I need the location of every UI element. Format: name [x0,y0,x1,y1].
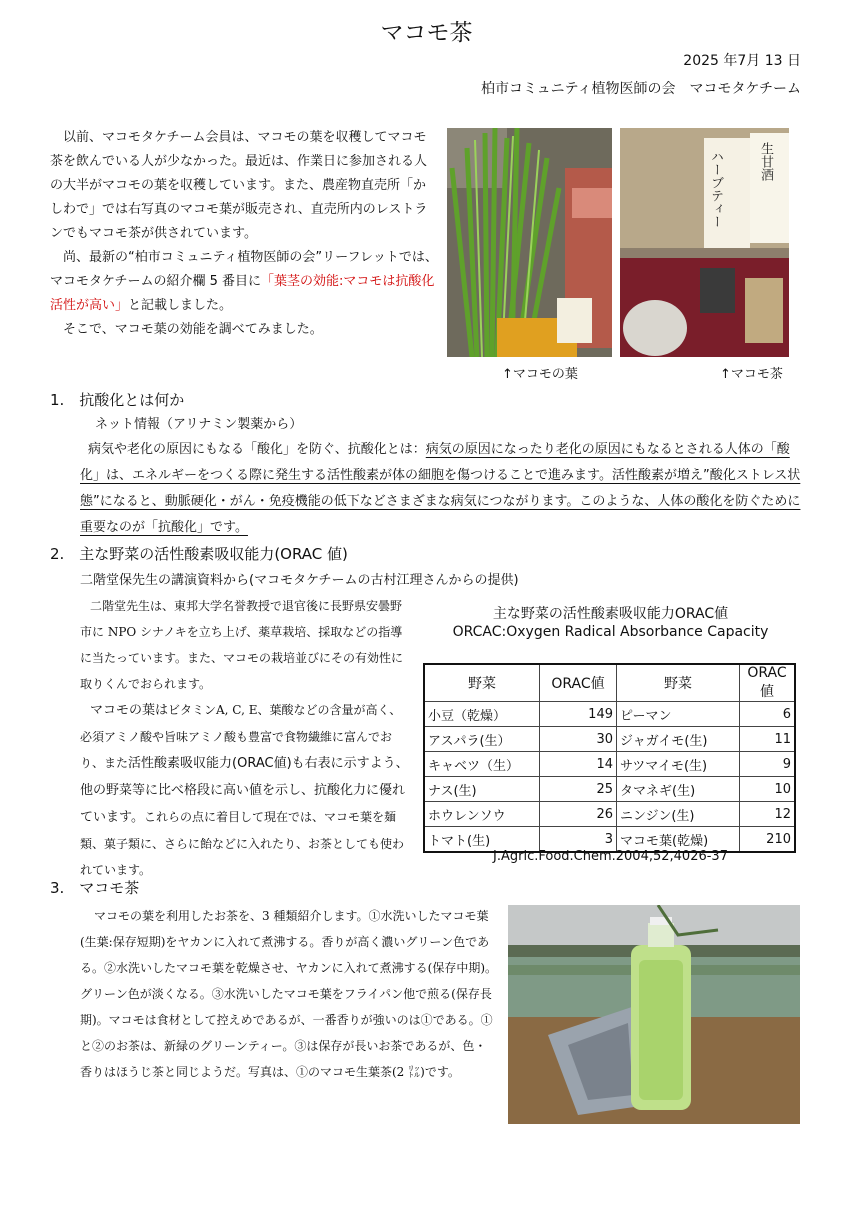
table-row [424,802,795,827]
col-header: 野菜 [617,664,740,702]
intro-paragraph-3: そこで、マコモ葉の効能を調べてみました。 [63,322,323,337]
orac-table [423,663,796,853]
s2-p2-b: ビタミンA, C, E、葉酸などの含量が高く、必須アミノ酸や旨味アミノ酸も豊富で食物繊維に富んでおり、また [80,703,402,770]
s2-p2-d: これらの点に着目して現在では、マコモ葉を麺類、菓子類に、さらに飴などに入れたり、お茶としても使われています。 [80,810,405,877]
table-row [424,727,795,752]
vegetable-cell: マコモ葉(乾燥) [617,827,740,853]
herb-tea-sign-text: ハーブティー [708,150,723,228]
section-1-heading: 1. 抗酸化とは何か [50,391,185,409]
vegetable-cell: キャベツ（生） [424,752,540,777]
orac-value-cell: 14 [540,752,617,777]
makomo-leaves-photo [447,128,612,357]
orac-value-cell: 25 [540,777,617,802]
table-row [424,702,795,727]
vegetable-cell: 小豆（乾燥） [424,702,540,727]
orac-table-title [423,605,798,641]
intro-paragraph-1: 以前、マコモタケチーム会員は、マコモの葉を収穫してマコモ茶を飲んでいる人が少なかった。最近は、作業日に参加される人の大半がマコモの葉を収穫しています。また、農産物直売所「かしわで」では右写真のマコモ葉が販売され、直売所内のレストランでもマコモ茶が供されています。 [50,130,428,241]
amazake-sign-text: 生甘酒 [758,142,773,181]
section-2-paragraph-2 [80,697,410,883]
s2-p2-c: 活性酸素吸収能力(ORAC値)も右表に示すよう、他の野菜等に比べ格段に高い値を示し、抗酸化力に優れています。 [80,756,409,825]
orac-value-cell: 9 [740,752,796,777]
vegetable-cell: タマネギ(生) [617,777,740,802]
right-photo-caption: ↑マコモ茶 [720,367,783,382]
section-1-subheading: ネット情報（アリナミン製薬から） [95,417,303,432]
col-header: ORAC値 [540,664,617,702]
table-header-row [424,664,795,702]
orac-value-cell: 26 [540,802,617,827]
table-source-citation: J.Agric.Food.Chem.2004,52,4026-37 [493,849,728,864]
orac-value-cell: 12 [740,802,796,827]
section-3-heading: 3. マコモ茶 [50,879,140,897]
section-2-heading: 2. 主な野菜の活性酸素吸収能力(ORAC 値) [50,545,348,563]
organization-name: 柏市コミュニティ植物医師の会 マコモタケチーム [480,81,801,97]
antioxidant-definition [80,437,802,541]
vegetable-cell: ナス(生) [424,777,540,802]
table-row [424,752,795,777]
col-header: 野菜 [424,664,540,702]
orac-value-cell: 3 [540,827,617,853]
section-3-text [80,903,497,1085]
section-2-text [80,593,410,883]
section-2-paragraph-1: 二階堂先生は、東邦大学名誉教授で退官後に長野県安曇野市に NPO シナノキを立ち上げ、薬草栽培、採取などの指導に当たっています。また、マコモの栽培並びにその有効性に取りくんでおられます。 [80,599,404,691]
intro-p2-text: 尚、最新の“柏市コミュニティ植物医師の会”リーフレットでは、マコモタケチームの紹介欄 5 番目に [50,250,438,289]
col-header: ORAC値 [740,664,796,702]
vegetable-cell: ピーマン [617,702,740,727]
makomo-tea-photo [620,128,789,357]
table-row [424,777,795,802]
definition-lead: 病気や老化の原因にもなる「酸化」を防ぐ、抗酸化とは： [88,442,426,457]
orac-table-title-line2: ORCAC:Oxygen Radical Absorbance Capacity [452,624,769,640]
orac-value-cell: 210 [740,827,796,853]
section-3-paragraph: マコモの葉を利用したお茶を、3 種類紹介します。①水洗いしたマコモ葉(生葉:保存短期)をヤカンに入れて煮沸する。香りが高く濃いグリーン色である。②水洗いしたマコモ葉を乾燥させ、ヤカンに入れて煮沸する(保存中期)。グリーン色が淡くなる。③水洗いしたマコモ葉をフライパン他で煎る(保存長期)。マコモは食材として控えめであるが、一番香りが強いのは①である。①と②のお茶は、新緑のグリーンティー。③は保存が長いお茶であるが、色・香りはほうじ茶と同じようだ。写真は、①のマコモ生葉茶(2 ㍑)です。 [80,909,498,1079]
vegetable-cell: トマト(生) [424,827,540,853]
vegetable-cell: ジャガイモ(生) [617,727,740,752]
page-title: マコモ茶 [380,20,473,46]
document-date: 2025 年7月 13 日 [683,53,801,69]
intro-p2-end: と記載しました。 [128,298,233,313]
vegetable-cell: ホウレンソウ [424,802,540,827]
s2-p2-a: マコモの葉は [90,703,169,718]
orac-table-title-line1: 主な野菜の活性酸素吸収能力ORAC値 [492,606,729,622]
highlight-red-text: 「葉茎の効能:マコモは抗酸化活性が高い」 [50,274,435,313]
orac-value-cell: 6 [740,702,796,727]
section-2-subheading: 二階堂保先生の講演資料から(マコモタケチームの古村江理さんからの提供) [80,573,519,588]
left-photo-caption: ↑マコモの葉 [502,367,578,382]
vegetable-cell: サツマイモ(生) [617,752,740,777]
vegetable-cell: アスパラ(生） [424,727,540,752]
definition-body: 病気の原因になったり老化の原因にもなるとされる人体の「酸化」は、エネルギーをつくる際に発生する活性酸素が体の細胞を傷つけることで進みます。活性酸素が増え”酸化ストレス状態”になると、動脈硬化・がん・免疫機能の低下などさまざまな病気につながります。このような、人体の酸化を防ぐために重要なのが「抗酸化」です。 [80,442,801,535]
intro-text [50,126,438,342]
orac-value-cell: 30 [540,727,617,752]
orac-value-cell: 149 [540,702,617,727]
orac-value-cell: 11 [740,727,796,752]
orac-value-cell: 10 [740,777,796,802]
intro-paragraph-2 [50,246,438,318]
makomo-tea-bottle-photo [508,905,800,1124]
vegetable-cell: ニンジン(生) [617,802,740,827]
